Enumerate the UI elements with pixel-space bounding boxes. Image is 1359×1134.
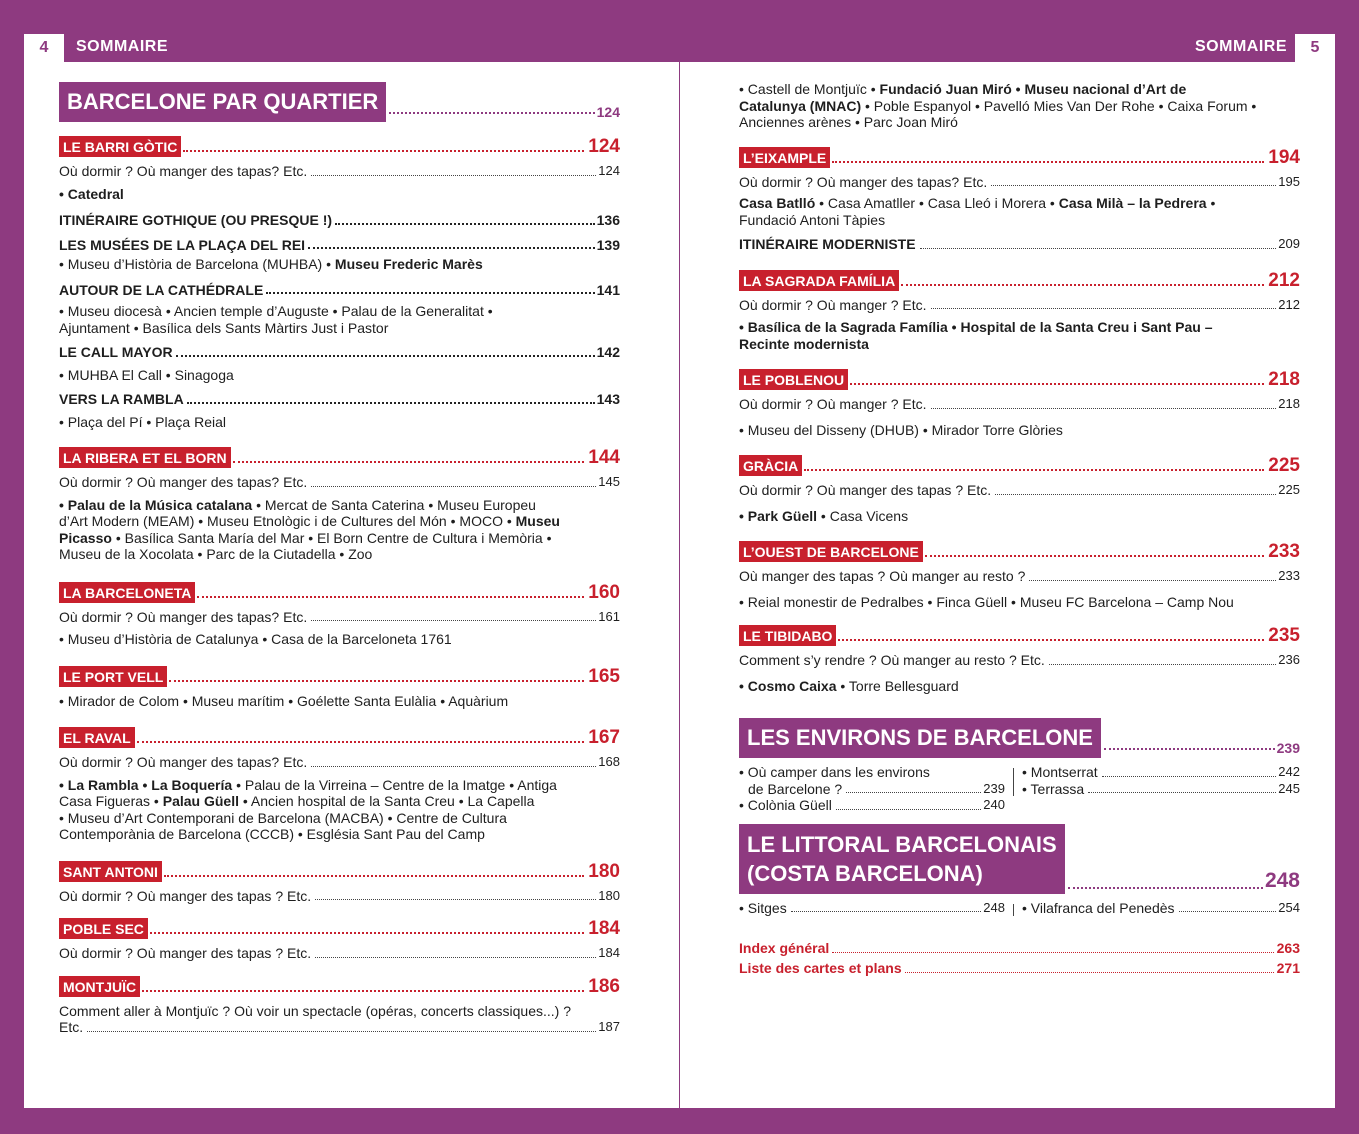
major-heading-barcelone	[59, 82, 620, 122]
section-ouest-barcelone	[739, 541, 1300, 610]
right-column	[739, 81, 1300, 978]
section-page[interactable]: 144	[588, 447, 620, 468]
section-tibidabo	[739, 625, 1300, 694]
toc-line[interactable]: Où dormir ? Où manger des tapas? Etc. 145	[59, 474, 620, 490]
liste-cartes-link[interactable]: Liste des cartes et plans 271	[739, 959, 1300, 976]
left-running-head: SOMMAIRE	[76, 38, 168, 55]
toc-line[interactable]: Où dormir ? Où manger des tapas? Etc. 124	[59, 163, 620, 179]
subsection-rambla[interactable]: VERS LA RAMBLA 143	[59, 391, 620, 407]
section-page[interactable]: 165	[588, 665, 620, 687]
item-list: • Cosmo Caixa • Torre Bellesguard	[739, 677, 959, 694]
item-list: • Basílica de la Sagrada Família • Hospital de la Santa Creu i Sant Pau – Recinte modernista	[739, 319, 1213, 352]
section-tag[interactable]: LA BARCELONETA	[59, 582, 195, 603]
subsection-cathedrale[interactable]: AUTOUR DE LA CATHÉDRALE 141	[59, 281, 620, 298]
section-sant-antoni	[59, 861, 620, 905]
toc-line[interactable]: Où dormir ? Où manger des tapas? Etc. 195	[739, 173, 1300, 190]
section-poblenou	[739, 369, 1300, 438]
item-list: Casa Batlló • Casa Amatller • Casa Lleó i Morera • Casa Milà – la Pedrera • Fundació Antoni Tàpies	[739, 195, 1216, 228]
major-title: LE LITTORAL BARCELONAIS (COSTA BARCELONA)	[739, 824, 1065, 894]
section-montjuic	[59, 976, 620, 1036]
toc-line[interactable]: Où dormir ? Où manger des tapas? Etc. 168	[59, 754, 620, 770]
environs-list	[739, 764, 1300, 814]
toc-line[interactable]: Où manger des tapas ? Où manger au resto ? 233	[739, 568, 1300, 584]
section-tag[interactable]: LE TIBIDABO	[739, 625, 836, 646]
toc-line[interactable]: Comment s’y rendre ? Où manger au resto ? Etc. 236	[739, 652, 1300, 668]
toc-line[interactable]: Où dormir ? Où manger ? Etc. 218	[739, 396, 1300, 412]
major-page: 124	[596, 104, 620, 120]
major-page[interactable]: 239	[1276, 740, 1300, 756]
section-port-vell	[59, 666, 620, 710]
section-page[interactable]: 233	[1268, 541, 1300, 562]
index-block	[739, 938, 1300, 978]
section-tag[interactable]: LE POBLENOU	[739, 369, 848, 390]
subsection-call-mayor[interactable]: LE CALL MAYOR 142	[59, 344, 620, 360]
section-page[interactable]: 124	[588, 136, 620, 157]
section-page[interactable]: 225	[1268, 455, 1300, 476]
section-ribera-born	[59, 447, 620, 563]
subsection-musees[interactable]: LES MUSÉES DE LA PLAÇA DEL REI 139	[59, 236, 620, 253]
section-tag[interactable]: MONTJUÏC	[59, 976, 140, 997]
section-tag[interactable]: LE PORT VELL	[59, 666, 167, 687]
major-heading-environs	[739, 718, 1300, 758]
environs-item[interactable]: • Où camper dans les environs	[739, 764, 930, 780]
toc-line[interactable]: Où dormir ? Où manger des tapas ? Etc. 184	[59, 945, 620, 961]
item-list: • Catedral	[59, 185, 124, 202]
section-tag[interactable]: POBLE SEC	[59, 918, 148, 939]
subsection-itineraire[interactable]: ITINÉRAIRE GOTHIQUE (OU PRESQUE !) 136	[59, 212, 620, 228]
littoral-list	[739, 900, 1300, 920]
section-page[interactable]: 184	[588, 918, 620, 939]
major-title: BARCELONE PAR QUARTIER	[59, 82, 386, 122]
subsection-itineraire-moderniste[interactable]: ITINÉRAIRE MODERNISTE 209	[739, 236, 1300, 252]
item-list: • Park Güell • Casa Vicens	[739, 507, 909, 524]
section-sagrada-familia	[739, 270, 1300, 353]
environs-block	[739, 718, 1300, 814]
item-list: • Museu d’Història de Barcelona (MUHBA) • Museu Frederic Marès	[59, 256, 483, 272]
right-page-number: 5	[1295, 34, 1335, 62]
section-page[interactable]: 180	[588, 860, 620, 882]
item-list: • MUHBA El Call • Sinagoga	[59, 366, 234, 383]
section-gracia	[739, 455, 1300, 524]
section-page[interactable]: 160	[588, 581, 620, 603]
littoral-block	[739, 824, 1300, 920]
major-title: LES ENVIRONS DE BARCELONE	[739, 718, 1101, 758]
toc-line[interactable]: Où dormir ? Où manger des tapas? Etc. 161	[59, 608, 620, 625]
item-list: • Plaça del Pí • Plaça Reial	[59, 413, 226, 430]
item-list: • Museu d’Història de Catalunya • Casa de la Barceloneta 1761	[59, 631, 452, 647]
major-page[interactable]: 248	[1264, 868, 1300, 892]
section-tag[interactable]: L’EIXAMPLE	[739, 147, 830, 168]
section-tag[interactable]: LA SAGRADA FAMÍLIA	[739, 270, 899, 291]
section-page[interactable]: 194	[1268, 146, 1300, 168]
section-poble-sec	[59, 918, 620, 962]
montjuic-continued: • Castell de Montjuïc • Fundació Juan Miró • Museu nacional d’Art de Catalunya (MNAC) • Poble Espanyol • Pavelló Mies Van Der Rohe • Caixa Forum • Anciennes arènes • Parc Joan Miró	[739, 81, 1257, 130]
major-heading-littoral	[739, 824, 1300, 894]
toc-line[interactable]: Etc. 187	[59, 1019, 620, 1035]
section-tag[interactable]: L’OUEST DE BARCELONE	[739, 541, 923, 562]
section-page[interactable]: 212	[1268, 269, 1300, 291]
item-list: • Palau de la Música catalana • Mercat de Santa Caterina • Museu Europeu d’Art Modern (MEAM) • Museu Etnològic i de Cultures del Món • MOCO • Museu Picasso • Basílica Santa María del Mar • El Born Centre de Cultura i Memòria • Museu de la Xocolata • Parc de la Ciutadella • Zoo	[59, 496, 560, 562]
littoral-item[interactable]: • Sitges 248	[739, 899, 1005, 916]
section-tag[interactable]: EL RAVAL	[59, 727, 135, 748]
section-tag[interactable]: SANT ANTONI	[59, 861, 162, 882]
environs-item[interactable]: de Barcelone ? 239	[748, 780, 1005, 797]
section-page[interactable]: 186	[588, 975, 620, 997]
section-raval	[59, 727, 620, 843]
environs-item[interactable]: • Colònia Güell 240	[739, 797, 1005, 813]
section-barceloneta	[59, 582, 620, 648]
littoral-item[interactable]: • Vilafranca del Penedès 254	[1022, 899, 1300, 916]
item-list: • Mirador de Colom • Museu marítim • Goélette Santa Eulàlia • Aquàrium	[59, 692, 509, 709]
item-list: • Museu diocesà • Ancien temple d’Auguste • Palau de la Generalitat • Ajuntament • Basílica dels Sants Màrtirs Just i Pastor	[59, 303, 493, 336]
item-list: • La Rambla • La Boquería • Palau de la Virreina – Centre de la Imatge • Antiga Casa Figueras • Palau Güell • Ancien hospital de la Santa Creu • La Capella • Museu d’Art Contemporani de Barcelona (MACBA) • Centre de Cultura Contemporània de Barcelona (CCCB) • Església Sant Pau del Camp	[59, 776, 557, 842]
section-tag[interactable]: LA RIBERA ET EL BORN	[59, 447, 231, 468]
left-page-number: 4	[24, 34, 64, 62]
section-page[interactable]: 218	[1268, 369, 1300, 390]
right-running-head: SOMMAIRE	[1195, 38, 1287, 55]
section-barri-gotic	[59, 136, 620, 430]
environs-item[interactable]: • Terrassa 245	[1022, 780, 1300, 797]
section-tag[interactable]: GRÀCIA	[739, 455, 802, 476]
item-list: • Reial monestir de Pedralbes • Finca Güell • Museu FC Barcelona – Camp Nou	[739, 593, 1234, 610]
section-tag[interactable]: LE BARRI GÒTIC	[59, 136, 181, 157]
toc-line[interactable]: Où dormir ? Où manger ? Etc. 212	[739, 296, 1300, 313]
section-page[interactable]: 167	[588, 727, 620, 748]
index-general-link[interactable]: Index général 263	[739, 939, 1300, 956]
item-list: • Museu del Disseny (DHUB) • Mirador Torre Glòries	[739, 421, 1063, 438]
toc-line[interactable]: Où dormir ? Où manger des tapas ? Etc. 180	[59, 887, 620, 904]
environs-item[interactable]: • Montserrat 242	[1022, 764, 1300, 780]
section-eixample	[739, 147, 1300, 253]
toc-line[interactable]: Où dormir ? Où manger des tapas ? Etc. 225	[739, 482, 1300, 498]
left-column	[59, 82, 620, 1036]
section-page[interactable]: 235	[1268, 625, 1300, 646]
toc-line-text: Comment aller à Montjuïc ? Où voir un spectacle (opéras, concerts classiques...) ?	[59, 1002, 571, 1019]
